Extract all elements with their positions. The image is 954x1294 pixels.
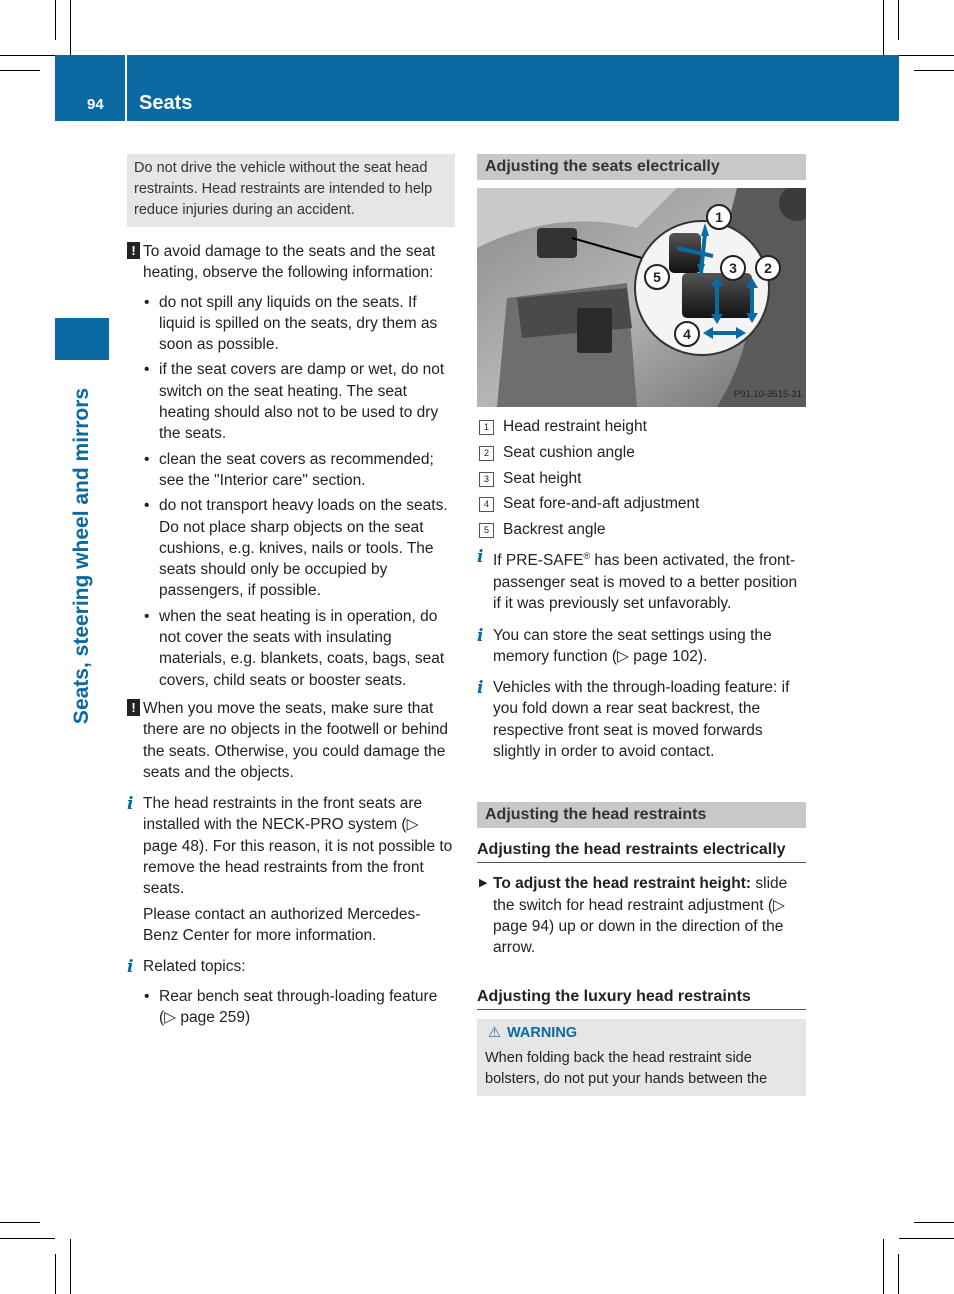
info-icon: i bbox=[477, 678, 484, 699]
related-topics-info bbox=[127, 956, 455, 977]
legend-item bbox=[477, 468, 806, 489]
pre-safe-text-rest: has been activated, the front-passenger seat is moved to a better position if it was previously set unfavorably. bbox=[493, 552, 798, 613]
exclamation-icon: ! bbox=[127, 699, 140, 716]
step-arrow-icon: ▶ bbox=[479, 877, 488, 890]
list-item: • do not spill any liquids on the seats. If liquid is spilled on the seats, dry them as soon as possible. bbox=[143, 292, 455, 356]
registered-mark: ® bbox=[583, 551, 591, 562]
legend-item bbox=[477, 416, 806, 437]
exclamation-icon: ! bbox=[127, 242, 140, 259]
page-title: Seats bbox=[139, 92, 193, 114]
side-tab-marker bbox=[55, 318, 109, 360]
callout-1: 1 bbox=[706, 204, 732, 230]
right-column bbox=[477, 154, 806, 1096]
header-separator bbox=[125, 55, 127, 121]
legend-label: Seat fore-and-aft adjustment bbox=[503, 495, 700, 513]
info-icon: i bbox=[127, 794, 134, 815]
legend-label: Seat height bbox=[503, 469, 582, 487]
through-loading-info bbox=[477, 677, 806, 762]
damage-note bbox=[127, 241, 455, 284]
crop-mark bbox=[914, 1222, 954, 1223]
legend-label: Backrest angle bbox=[503, 521, 606, 539]
section-heading: Adjusting the head restraints bbox=[477, 802, 806, 828]
through-loading-text: Vehicles with the through-loading feature: if you fold down a rear seat backrest, the respective front seat is moved forwards slightly in order to avoid contact. bbox=[493, 679, 790, 761]
warning-title: WARNING bbox=[507, 1024, 578, 1041]
pre-safe-info bbox=[477, 546, 806, 614]
crop-mark bbox=[0, 1222, 40, 1223]
crop-mark bbox=[883, 1239, 884, 1294]
crop-mark bbox=[914, 70, 954, 71]
legend-number: 1 bbox=[479, 420, 494, 435]
crop-mark bbox=[55, 0, 56, 40]
crop-mark bbox=[899, 55, 954, 56]
crop-mark bbox=[883, 0, 884, 55]
crop-mark bbox=[898, 0, 899, 40]
crop-mark bbox=[0, 55, 55, 56]
legend-list bbox=[477, 416, 806, 540]
image-code: P91.10-3515-31 bbox=[733, 388, 802, 400]
left-column bbox=[127, 154, 455, 1032]
section-heading: Adjusting the seats electrically bbox=[477, 154, 806, 180]
list-item: • when the seat heating is in operation, do not cover the seats with insulating materials, e.g. blankets, coats, bags, seat covers, child seats or booster seats. bbox=[143, 606, 455, 691]
damage-note-text: To avoid damage to the seats and the seat heating, observe the following information: bbox=[143, 243, 436, 282]
warning-box bbox=[477, 1019, 806, 1096]
info-icon: i bbox=[127, 957, 134, 978]
memory-info bbox=[477, 625, 806, 668]
info-icon: i bbox=[477, 547, 484, 568]
step-text: slide the switch for head restraint adjustment (▷ page 94) up or down in the direction of the arrow. bbox=[493, 875, 788, 957]
list-item: • do not transport heavy loads on the seats. Do not place sharp objects on the seat cushions, e.g. knives, nails or tools. The seats should only be occupied by passengers, if possible. bbox=[143, 495, 455, 601]
legend-item bbox=[477, 493, 806, 514]
legend-number: 5 bbox=[479, 523, 494, 538]
subheading: Adjusting the luxury head restraints bbox=[477, 986, 806, 1010]
callout-2: 2 bbox=[755, 255, 781, 281]
chapter-side-title: Seats, steering wheel and mirrors bbox=[70, 387, 93, 725]
subheading: Adjusting the head restraints electrically bbox=[477, 839, 806, 863]
crop-mark bbox=[70, 0, 71, 55]
crop-mark bbox=[55, 1254, 56, 1294]
info-icon: i bbox=[477, 625, 484, 646]
memory-info-text: You can store the seat settings using the memory function (▷ page 102). bbox=[493, 626, 772, 665]
objects-note bbox=[127, 698, 455, 783]
legend-label: Head restraint height bbox=[503, 418, 647, 435]
legend-label: Seat cushion angle bbox=[503, 443, 635, 461]
crop-mark bbox=[0, 1238, 55, 1239]
related-topic-link[interactable]: • Rear bench seat through-loading feature (▷ page 259) bbox=[143, 986, 455, 1029]
seat-controls-illustration bbox=[477, 188, 806, 407]
pre-safe-text: If PRE-SAFE bbox=[493, 552, 584, 570]
crop-mark bbox=[898, 1254, 899, 1294]
care-bullet-list bbox=[143, 292, 455, 691]
legend-item bbox=[477, 442, 806, 463]
callout-4: 4 bbox=[674, 321, 700, 347]
seat-controls-photo bbox=[477, 188, 806, 407]
page-header bbox=[55, 55, 899, 121]
legend-number: 4 bbox=[479, 497, 494, 512]
crop-mark bbox=[899, 1238, 954, 1239]
list-item: • if the seat covers are damp or wet, do not switch on the seat heating. The seat heating should also not to be used to dry the seats. bbox=[143, 359, 455, 444]
instruction-step bbox=[477, 873, 806, 958]
page-number: 94 bbox=[87, 96, 104, 113]
warning-text: When folding back the head restraint side bolsters, do not put your hands between the bbox=[485, 1049, 768, 1087]
crop-mark bbox=[70, 1239, 71, 1294]
warning-triangle-icon: ⚠ bbox=[488, 1024, 501, 1041]
callout-3: 3 bbox=[720, 255, 746, 281]
crop-mark bbox=[0, 70, 40, 71]
callout-5: 5 bbox=[644, 264, 670, 290]
list-item: • clean the seat covers as recommended; see the "Interior care" section. bbox=[143, 449, 455, 492]
legend-number: 3 bbox=[479, 472, 494, 487]
notice-box: Do not drive the vehicle without the seat head restraints. Head restraints are intended to help reduce injuries during an accident. bbox=[127, 154, 455, 227]
neck-pro-info-text: The head restraints in the front seats are installed with the NECK-PRO system (▷ page 48). For this reason, it is not possible to remove the head restraints from the front seats. bbox=[143, 795, 453, 898]
step-title: To adjust the head restraint height: bbox=[493, 875, 752, 893]
related-topics-list bbox=[143, 986, 455, 1029]
legend-number: 2 bbox=[479, 446, 494, 461]
contact-info-text: Please contact an authorized Mercedes-Benz Center for more information. bbox=[143, 905, 421, 944]
objects-note-text: When you move the seats, make sure that there are no objects in the footwell or behind the seats. Otherwise, you could damage the seats and the objects. bbox=[143, 699, 449, 781]
legend-item bbox=[477, 519, 806, 540]
neck-pro-info bbox=[127, 793, 455, 946]
related-topics-label: Related topics: bbox=[143, 958, 246, 976]
warning-header bbox=[485, 1023, 798, 1044]
